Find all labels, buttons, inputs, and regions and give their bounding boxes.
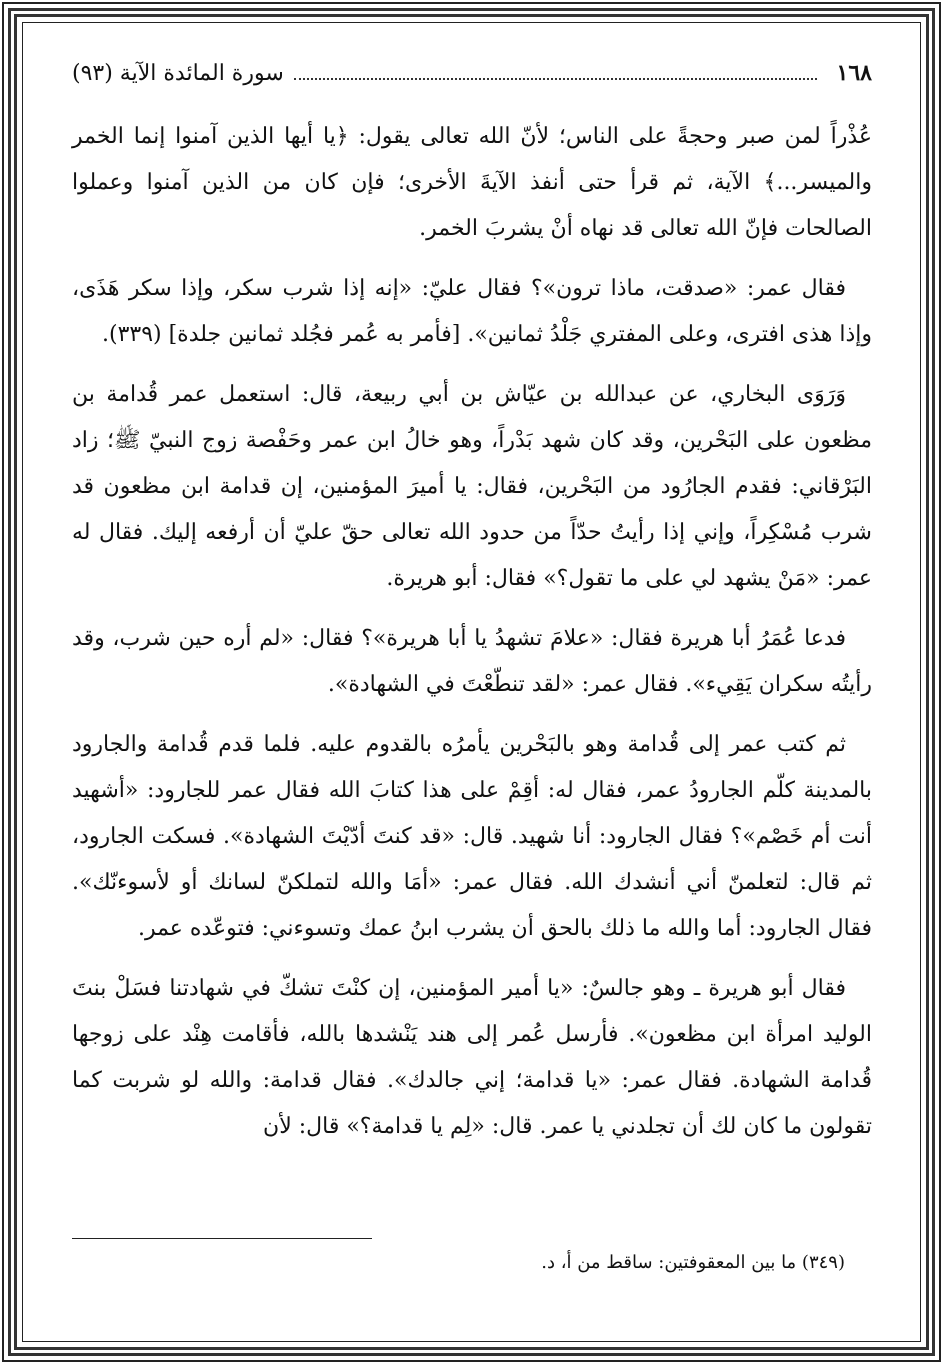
footnote-divider — [72, 1238, 372, 1239]
page-body — [72, 60, 872, 1164]
header-dot-leader — [294, 78, 817, 80]
paragraph: وَرَوَى البخاري، عن عبدالله بن عيّاش بن أبي ربيعة، قال: استعمل عمر قُدامة بن مظعون على البَحْرين، وقد كان شهد بَدْراً، وهو خالُ ابن عمر وحَفْصة زوج النبيّ ﷺ؛ زاد البَرْقاني: فقدم الجارُود من البَحْرين، فقال: يا أميرَ المؤمنين، إن قدامة ابن مظعون قد شرب مُسْكِراً، وإني إذا رأيتُ حدّاً من حدود الله تعالى حقّ عليّ أن أرفعه إليك. فقال له عمر: «مَنْ يشهد لي على ما تقول؟» فقال: أبو هريرة. — [72, 382, 872, 591]
paragraph: فقال عمر: «صدقت، ماذا ترون»؟ فقال عليّ: «إنه إذا شرب سكر، وإذا سكر هَذَى، وإذا هذى افترى، وعلى المفتري جَلْدُ ثمانين». [فأمر به عُمر فجُلد ثمانين جلدة] (٣٣٩). — [72, 276, 872, 347]
paragraph: ثم كتب عمر إلى قُدامة وهو بالبَحْرين يأمرُه بالقدوم عليه. فلما قدم قُدامة والجارود بالمدينة كلّم الجارودُ عمر، فقال له: أقِمْ على هذا كتابَ الله فقال عمر للجارود: «أشهيد أنت أم خَصْم»؟ فقال الجارود: أنا شهيد. قال: «قد كنتَ أدّيْتَ الشهادة». فسكت الجارود، ثم قال: لتعلمنّ أني أنشدك الله. فقال عمر: «أمَا والله لتملكنّ لسانك أو لأسوءنّك». فقال الجارود: أما والله ما ذلك بالحق أن يشرب ابنُ عمك وتسوءني: فتوعّده عمر. — [72, 732, 872, 941]
footnote: (٣٤٩) ما بين المعقوفتين: ساقط من أ، د. — [541, 1252, 845, 1273]
running-header — [72, 60, 872, 104]
surah-title: سورة المائدة الآية (٩٣) — [72, 61, 284, 86]
paragraph: فدعا عُمَرُ أبا هريرة فقال: «علامَ تشهدُ يا أبا هريرة»؟ فقال: «لم أره حين شرب، وقد رأيتُه سكران يَقِيء». فقال عمر: «لقد تنطّعْتَ في الشهادة». — [72, 626, 872, 697]
page-number: ١٦٨ — [836, 60, 872, 86]
paragraph: فقال أبو هريرة ـ وهو جالسٌ: «يا أمير المؤمنين، إن كنْتَ تشكّ في شهادتنا فسَلْ بنتَ الوليد امرأة ابن مظعون». فأرسل عُمر إلى هند يَنْشدها بالله، فأقامت هِنْد على زوجها قُدامة الشهادة. فقال عمر: «يا قدامة؛ إني جالدك». فقال قدامة: والله لو شربت كما تقولون ما كان لك أن تجلدني يا عمر. قال: «لِم يا قدامة؟» قال: لأن — [72, 976, 872, 1139]
paragraph: عُذْراً لمن صبر وحجةً على الناس؛ لأنّ الله تعالى يقول: ﴿يا أيها الذين آمنوا إنما الخمر والميسر...﴾ الآية، ثم قرأ حتى أنفذ الآيةَ الأخرى؛ فإن كان من الذين آمنوا وعملوا الصالحات فإنّ الله تعالى قد نهاه أنْ يشربَ الخمر. — [72, 124, 872, 241]
